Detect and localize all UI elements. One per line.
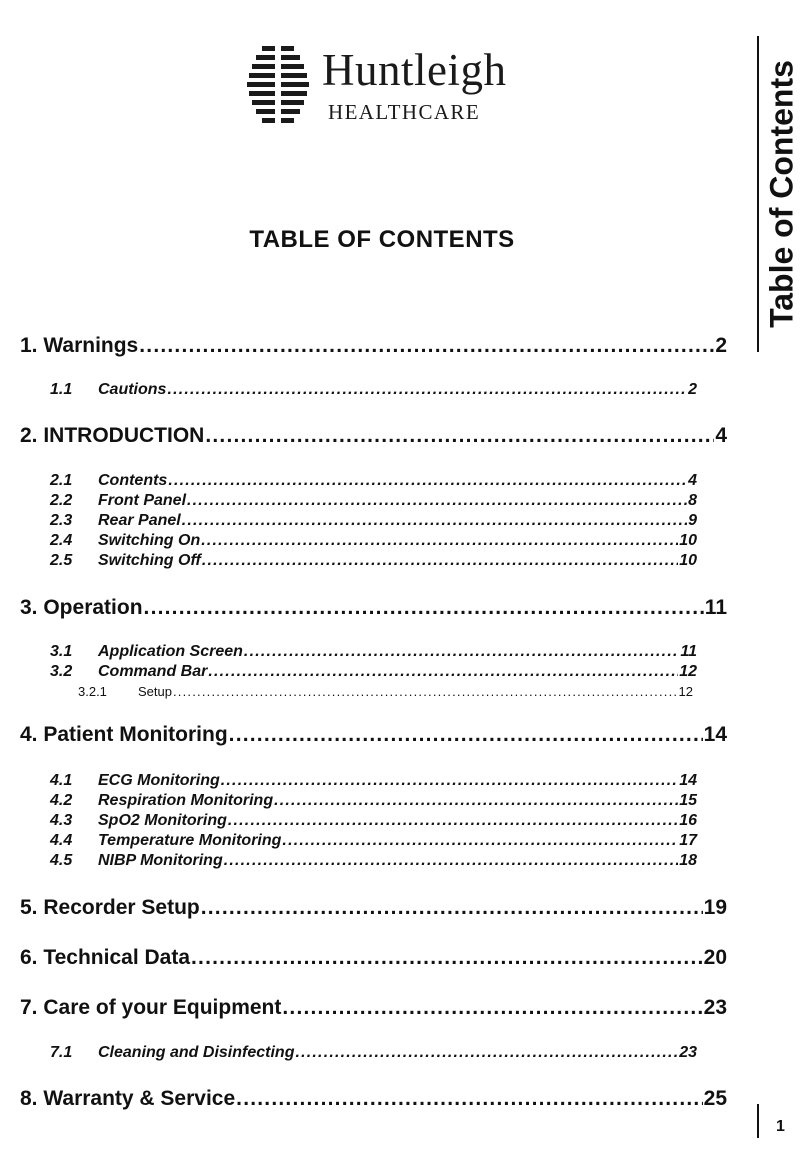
huntleigh-logo — [246, 44, 546, 134]
toc-page: 12 — [678, 684, 693, 699]
toc-entry-switching-off[interactable] — [50, 552, 697, 570]
toc-number: 1.1 — [50, 381, 73, 398]
toc-entry-care-of-equipment[interactable] — [20, 996, 727, 1020]
toc-number: 4.1 — [50, 772, 73, 789]
toc-label: 3. Operation — [20, 596, 143, 619]
toc-leader — [244, 643, 679, 661]
side-tab-divider — [757, 36, 759, 352]
toc-label: ECG Monitoring — [98, 772, 220, 789]
toc-label: Front Panel — [98, 492, 187, 509]
toc-entry-recorder-setup[interactable] — [20, 896, 727, 920]
toc-entry-respiration-monitoring[interactable] — [50, 792, 697, 810]
toc-label: 1. Warnings — [20, 334, 139, 357]
toc-leader — [295, 1044, 678, 1062]
toc-leader — [201, 896, 703, 920]
toc-entry-operation[interactable] — [20, 596, 727, 620]
toc-leader — [229, 723, 703, 747]
toc-page: 25 — [703, 1087, 727, 1110]
toc-leader — [236, 1087, 702, 1111]
toc-label: Contents — [98, 472, 168, 489]
toc-label: 6. Technical Data — [20, 946, 191, 969]
toc-entry-contents[interactable] — [50, 472, 697, 490]
toc-number: 3.2 — [50, 663, 73, 680]
toc-entry-spo2-monitoring[interactable] — [50, 812, 697, 830]
toc-leader — [187, 492, 687, 510]
toc-label: Cautions — [98, 381, 167, 398]
logo-name: Huntleigh — [322, 45, 507, 95]
toc-entry-technical-data[interactable] — [20, 946, 727, 970]
toc-entry-temperature-monitoring[interactable] — [50, 832, 697, 850]
toc-leader — [173, 684, 678, 699]
toc-number: 2.5 — [50, 552, 73, 569]
toc-entry-command-bar[interactable] — [50, 663, 697, 681]
toc-page: 23 — [703, 996, 727, 1019]
toc-entry-warnings[interactable] — [20, 334, 727, 358]
toc-number: 3.1 — [50, 643, 73, 660]
toc-page: 17 — [679, 832, 697, 849]
toc-page: 2 — [688, 381, 697, 398]
toc-page: 10 — [679, 552, 697, 569]
toc-page: 20 — [703, 946, 727, 969]
toc-leader — [274, 792, 678, 810]
toc-entry-switching-on[interactable] — [50, 532, 697, 550]
toc-page: 10 — [679, 532, 697, 549]
toc-entry-rear-panel[interactable] — [50, 512, 697, 530]
toc-page: 15 — [679, 792, 697, 809]
page-number-divider — [757, 1104, 759, 1138]
toc-page: 11 — [680, 643, 697, 660]
toc-entry-nibp-monitoring[interactable] — [50, 852, 697, 870]
toc-number: 2.2 — [50, 492, 73, 509]
toc-label: 7. Care of your Equipment — [20, 996, 282, 1019]
toc-number: 4.2 — [50, 792, 73, 809]
side-tab-label: Table of Contents — [763, 60, 800, 328]
toc-leader — [191, 946, 703, 970]
toc-leader — [202, 552, 678, 570]
toc-entry-introduction[interactable] — [20, 424, 727, 448]
toc-page: 14 — [679, 772, 697, 789]
toc-entry-warranty-service[interactable] — [20, 1087, 727, 1111]
toc-label: 5. Recorder Setup — [20, 896, 200, 919]
toc-number: 7.1 — [50, 1044, 73, 1061]
toc-number: 2.4 — [50, 532, 73, 549]
toc-label: 4. Patient Monitoring — [20, 723, 228, 746]
toc-page: 2 — [715, 334, 727, 357]
toc-number: 2.3 — [50, 512, 73, 529]
toc-entry-setup[interactable] — [78, 684, 693, 699]
toc-number: 4.3 — [50, 812, 73, 829]
toc-label: NIBP Monitoring — [98, 852, 223, 869]
toc-page: 14 — [703, 723, 727, 746]
toc-entry-patient-monitoring[interactable] — [20, 723, 727, 747]
toc-label: Respiration Monitoring — [98, 792, 274, 809]
toc-label: Setup — [138, 684, 172, 699]
toc-label: Command Bar — [98, 663, 208, 680]
toc-number: 4.5 — [50, 852, 73, 869]
toc-entry-ecg-monitoring[interactable] — [50, 772, 697, 790]
toc-leader — [228, 812, 678, 830]
toc-entry-front-panel[interactable] — [50, 492, 697, 510]
toc-page: 11 — [704, 596, 727, 619]
toc-number: 4.4 — [50, 832, 73, 849]
toc-leader — [224, 852, 678, 870]
toc-number: 2.1 — [50, 472, 73, 489]
toc-label: Cleaning and Disinfecting — [98, 1044, 295, 1061]
toc-page: 18 — [679, 852, 697, 869]
toc-leader — [144, 596, 704, 620]
side-tab — [760, 36, 804, 352]
toc-page: 8 — [688, 492, 697, 509]
logo-subtitle: HEALTHCARE — [328, 100, 481, 124]
toc-entry-cleaning-disinfecting[interactable] — [50, 1044, 697, 1062]
page-title: TABLE OF CONTENTS — [249, 226, 515, 253]
toc-leader — [168, 472, 687, 490]
toc-page: 9 — [688, 512, 697, 529]
toc-label: 2. INTRODUCTION — [20, 424, 205, 447]
toc-leader — [205, 424, 714, 448]
toc-page: 12 — [679, 663, 697, 680]
toc-leader — [221, 772, 678, 790]
toc-label: Rear Panel — [98, 512, 181, 529]
toc-label: Switching On — [98, 532, 201, 549]
toc-entry-cautions[interactable] — [50, 381, 697, 399]
toc-label: 8. Warranty & Service — [20, 1087, 236, 1110]
toc-page: 4 — [715, 424, 727, 447]
toc-leader — [167, 381, 687, 399]
toc-page: 19 — [703, 896, 727, 919]
toc-leader — [208, 663, 678, 681]
toc-page: 23 — [679, 1044, 697, 1061]
toc-leader — [201, 532, 678, 550]
huntleigh-logo-mark-icon — [246, 44, 310, 126]
toc-leader — [182, 512, 687, 530]
toc-label: SpO2 Monitoring — [98, 812, 227, 829]
page-number: 1 — [776, 1118, 785, 1135]
toc-number: 3.2.1 — [78, 684, 107, 699]
toc-entry-application-screen[interactable] — [50, 643, 697, 661]
toc-label: Application Screen — [98, 643, 243, 660]
toc-label: Switching Off — [98, 552, 201, 569]
toc-leader — [282, 832, 678, 850]
toc-leader — [139, 334, 714, 358]
toc-page: 16 — [679, 812, 697, 829]
toc-page: 4 — [688, 472, 697, 489]
toc-label: Temperature Monitoring — [98, 832, 282, 849]
toc-leader — [282, 996, 702, 1020]
